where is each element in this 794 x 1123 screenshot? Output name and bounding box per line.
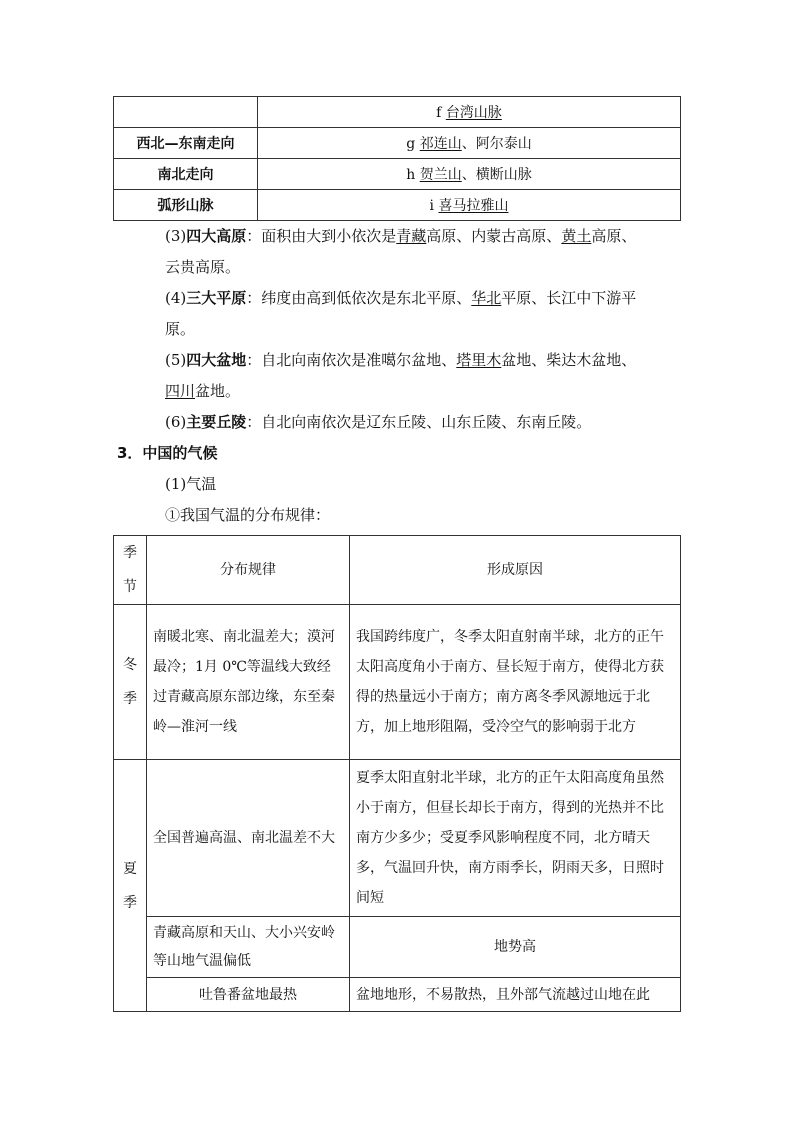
text: 盆地、柴达木盆地、 — [501, 351, 637, 369]
table-cell-value — [258, 159, 681, 190]
item-title: 四大盆地 — [186, 351, 247, 369]
header-season — [114, 536, 147, 605]
item-number: (6) — [165, 413, 187, 431]
text: 季 — [123, 894, 137, 911]
section-heading: 3．中国的气候 — [117, 444, 218, 462]
underlined-answer: 台湾山脉 — [445, 105, 502, 121]
table-row — [114, 97, 681, 128]
item-number: (4) — [165, 289, 187, 307]
item-number: (3) — [165, 227, 187, 245]
text-line: (1)气温 — [165, 475, 217, 493]
table-row — [114, 159, 681, 190]
table-row — [114, 190, 681, 221]
mountain-ranges-table — [113, 96, 681, 221]
plateaus-paragraph — [113, 221, 688, 283]
item-title: 三大平原 — [186, 289, 247, 307]
table-cell-reason: 盆地地形，不易散热，且外部气流越过山地在此 — [350, 978, 681, 1012]
text: 高原、 — [591, 227, 637, 245]
table-row — [114, 605, 681, 760]
table-cell-label — [114, 97, 258, 128]
underlined-answer: 塔里木 — [456, 351, 502, 369]
item-title: 四大高原 — [186, 227, 247, 245]
underlined-answer: 黄土 — [561, 227, 592, 245]
table-header-row — [114, 536, 681, 605]
text: ：纬度由高到低依次是东北平原、 — [246, 289, 472, 307]
subheading-temperature — [113, 469, 688, 500]
text: 节 — [123, 579, 137, 595]
text-line: 云贵高原。 — [165, 258, 241, 276]
text: 盆地。 — [195, 382, 241, 400]
table-row — [114, 128, 681, 159]
text: 高原、内蒙古高原、 — [426, 227, 562, 245]
item-title: 主要丘陵 — [186, 413, 247, 431]
table-cell-reason: 地势高 — [350, 917, 681, 978]
item-prefix: h — [406, 167, 420, 183]
underlined-answer: 华北 — [471, 289, 502, 307]
header-reason: 形成原因 — [350, 536, 681, 605]
table-cell-reason: 我国跨纬度广，冬季太阳直射南半球，北方的正午太阳高度角小于南方、昼长短于南方，使得北方获得的热量远小于南方；南方离冬季风源地远于北方，加上地形阻隔，受冷空气的影响弱于北方 — [350, 605, 681, 760]
table-cell-reason: 夏季太阳直射北半球，北方的正午太阳高度角虽然小于南方，但昼长却长于南方，得到的光热并不比南方少多少；受夏季风影响程度不同，北方晴天多，气温回升快，南方雨季长，阴雨天多，日照时间短 — [350, 760, 681, 917]
table-cell-label: 南北走向 — [114, 159, 258, 190]
text: 季 — [123, 545, 137, 561]
item-prefix: f — [436, 105, 446, 121]
text: ：自北向南依次是准噶尔盆地、 — [246, 351, 457, 369]
underlined-answer: 喜马拉雅山 — [438, 198, 509, 214]
basins-paragraph — [113, 345, 688, 407]
text: ：自北向南依次是辽东丘陵、山东丘陵、东南丘陵。 — [246, 413, 592, 431]
underlined-answer: 四川 — [165, 382, 196, 400]
underlined-answer: 青藏 — [396, 227, 427, 245]
text: 季 — [123, 691, 137, 707]
item-prefix: i — [429, 198, 439, 214]
text: ：面积由大到小依次是 — [246, 227, 397, 245]
item-number: (5) — [165, 351, 187, 369]
table-cell-label: 弧形山脉 — [114, 190, 258, 221]
table-cell-label: 西北—东南走向 — [114, 128, 258, 159]
underlined-answer: 祁连山 — [419, 136, 462, 152]
text: 冬 — [123, 657, 137, 673]
hills-paragraph — [113, 407, 688, 438]
table-cell-value — [258, 97, 681, 128]
text: 平原、长江中下游平 — [501, 289, 637, 307]
table-row — [114, 978, 681, 1012]
table-cell-rule: 吐鲁番盆地最热 — [147, 978, 350, 1012]
item-rest: 、横断山脉 — [461, 167, 532, 183]
item-rest: 、阿尔泰山 — [461, 136, 532, 152]
season-winter — [114, 605, 147, 760]
text-line: ①我国气温的分布规律： — [165, 506, 331, 524]
subheading-distribution — [113, 500, 688, 531]
item-prefix: g — [406, 136, 420, 152]
temperature-distribution-table — [113, 535, 681, 1012]
table-row — [114, 917, 681, 978]
text-line: 原。 — [165, 320, 196, 338]
table-cell-value — [258, 190, 681, 221]
header-rule: 分布规律 — [147, 536, 350, 605]
plains-paragraph — [113, 283, 688, 345]
table-cell-rule: 青藏高原和天山、大小兴安岭等山地气温偏低 — [147, 917, 350, 978]
table-cell-rule: 全国普遍高温、南北温差不大 — [147, 760, 350, 917]
table-cell-value — [258, 128, 681, 159]
table-cell-rule: 南暖北寒、南北温差大；漠河最冷；1月 0℃等温线大致经过青藏高原东部边缘，东至秦岭—淮河一线 — [147, 605, 350, 760]
table-row — [114, 760, 681, 917]
season-summer — [114, 760, 147, 1012]
underlined-answer: 贺兰山 — [419, 167, 462, 183]
text: 夏 — [123, 860, 137, 877]
